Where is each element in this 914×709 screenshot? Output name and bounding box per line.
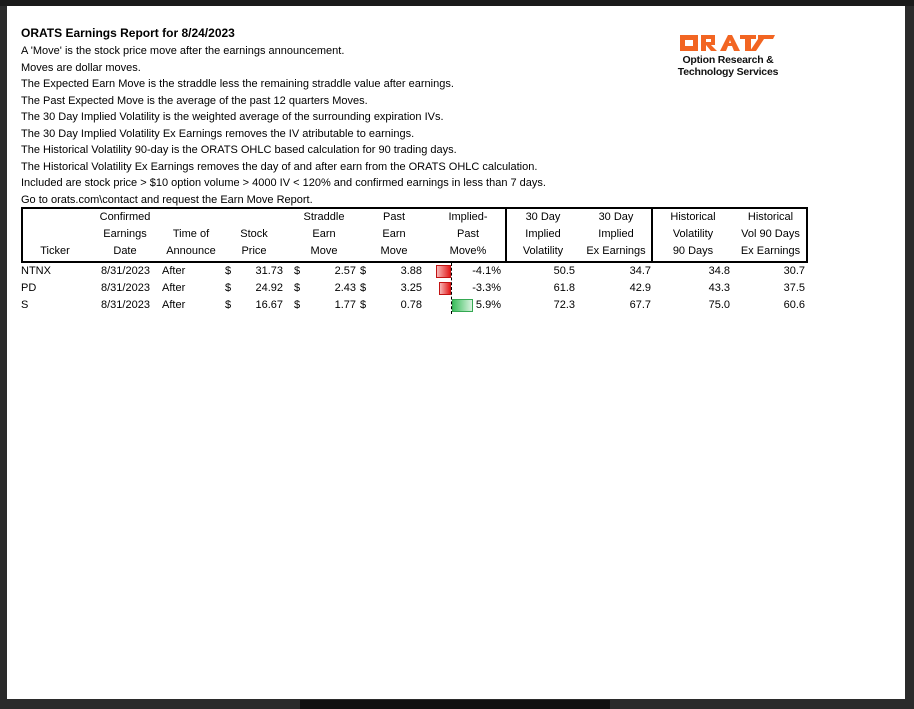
cell-ticker: NTNX xyxy=(21,265,51,277)
table-row xyxy=(21,297,808,314)
cell-hv90-ex: 37.5 xyxy=(783,282,805,294)
cell-dollar: $ xyxy=(294,299,301,311)
cell-past-move: 3.25 xyxy=(400,282,422,294)
cell-time: After xyxy=(162,265,186,277)
cell-straddle-move: 2.43 xyxy=(334,282,356,294)
table-header xyxy=(21,207,808,263)
cell-dollar: $ xyxy=(360,299,367,311)
note-line: The 30 Day Implied Volatility is the weighted average of the surrounding expiration IVs. xyxy=(21,111,444,123)
cell-iv30: 50.5 xyxy=(553,265,575,277)
implied-move-bar xyxy=(439,282,451,295)
cell-earnings-date: 8/31/2023 xyxy=(101,282,150,294)
cell-dollar: $ xyxy=(294,265,301,277)
report-notes xyxy=(21,43,546,208)
cell-stock-price: 16.67 xyxy=(255,299,283,311)
cell-iv30: 72.3 xyxy=(553,299,575,311)
note-line: The 30 Day Implied Volatility Ex Earnings removes the IV atributable to earnings. xyxy=(21,127,415,140)
cell-ticker: PD xyxy=(21,282,37,294)
cell-time: After xyxy=(162,299,186,311)
cell-dollar: $ xyxy=(225,265,232,277)
cell-dollar: $ xyxy=(360,282,367,294)
cell-hv90: 34.8 xyxy=(708,265,730,277)
logo-line1: Option Research & xyxy=(682,54,774,66)
cell-hv90: 75.0 xyxy=(708,299,730,311)
header-historical-vol-90: Historical Volatility 90 Days xyxy=(670,211,716,257)
header-implied-past-move-pct: Implied- Past Move% xyxy=(448,211,488,257)
cell-dollar: $ xyxy=(225,282,232,294)
cell-implied-past-pct: -4.1% xyxy=(472,265,501,277)
cell-earnings-date: 8/31/2023 xyxy=(101,265,150,277)
header-straddle-earn-move: Straddle Earn Move xyxy=(303,211,345,257)
header-30day-iv: 30 Day Implied Volatility xyxy=(522,211,564,257)
cell-dollar: $ xyxy=(294,282,301,294)
cell-iv30: 61.8 xyxy=(553,282,575,294)
orats-logo xyxy=(668,32,788,78)
cell-time: After xyxy=(162,282,186,294)
report-title: ORATS Earnings Report for 8/24/2023 xyxy=(21,26,235,40)
cell-iv30-ex: 34.7 xyxy=(629,265,651,277)
cell-dollar: $ xyxy=(225,299,232,311)
logo-line2: Technology Services xyxy=(677,66,779,78)
note-line: Included are stock price > $10 option volume > 4000 IV < 120% and confirmed earnings in less than 7 days. xyxy=(21,177,546,189)
header-past-earn-move: Past Earn Move xyxy=(380,211,408,257)
header-divider xyxy=(651,209,653,261)
note-line: The Historical Volatility 90-day is the ORATS OHLC based calculation for 90 trading days. xyxy=(21,144,457,156)
cell-past-move: 0.78 xyxy=(400,299,422,311)
cell-earnings-date: 8/31/2023 xyxy=(101,299,150,311)
table-row xyxy=(21,280,808,297)
implied-move-bar xyxy=(436,265,451,278)
header-historical-vol-ex-earnings: Historical Vol 90 Days Ex Earnings xyxy=(740,211,801,257)
cell-straddle-move: 1.77 xyxy=(334,299,356,311)
cell-stock-price: 31.73 xyxy=(255,265,283,277)
header-ticker: Ticker xyxy=(40,245,70,257)
cell-hv90-ex: 30.7 xyxy=(783,265,805,277)
note-line: The Expected Earn Move is the straddle less the remaining straddle value after earnings. xyxy=(21,78,454,90)
header-divider xyxy=(505,209,507,261)
header-30day-iv-ex-earnings: 30 Day Implied Ex Earnings xyxy=(586,211,646,257)
orats-logo-mark xyxy=(678,32,778,54)
cell-hv90-ex: 60.6 xyxy=(783,299,805,311)
note-line: A 'Move' is the stock price move after the earnings announcement. xyxy=(21,45,345,57)
cell-stock-price: 24.92 xyxy=(255,282,283,294)
header-stock-price: Stock Price xyxy=(240,228,268,257)
header-earnings-date: Confirmed Earnings Date xyxy=(99,211,151,257)
note-line: The Past Expected Move is the average of the past 12 quarters Moves. xyxy=(21,94,368,107)
cell-past-move: 3.88 xyxy=(400,265,422,277)
cell-implied-past-pct: 5.9% xyxy=(475,299,501,311)
cell-hv90: 43.3 xyxy=(708,282,730,294)
header-time-of-announce: Time of Announce xyxy=(166,228,216,257)
note-line: The Historical Volatility Ex Earnings removes the day of and after earn from the ORATS OHLC calculation. xyxy=(21,160,538,173)
cell-ticker: S xyxy=(21,299,29,311)
earnings-table xyxy=(21,207,808,314)
note-line: Moves are dollar moves. xyxy=(21,61,141,74)
cell-iv30-ex: 42.9 xyxy=(629,282,651,294)
cell-iv30-ex: 67.7 xyxy=(629,299,651,311)
note-line: Go to orats.com\contact and request the Earn Move Report. xyxy=(21,193,313,206)
table-row xyxy=(21,263,808,280)
table-body xyxy=(21,263,808,314)
cell-implied-past-pct: -3.3% xyxy=(472,282,501,294)
cell-dollar: $ xyxy=(360,265,367,277)
window-bottom-edge xyxy=(300,700,610,709)
cell-straddle-move: 2.57 xyxy=(334,265,356,277)
